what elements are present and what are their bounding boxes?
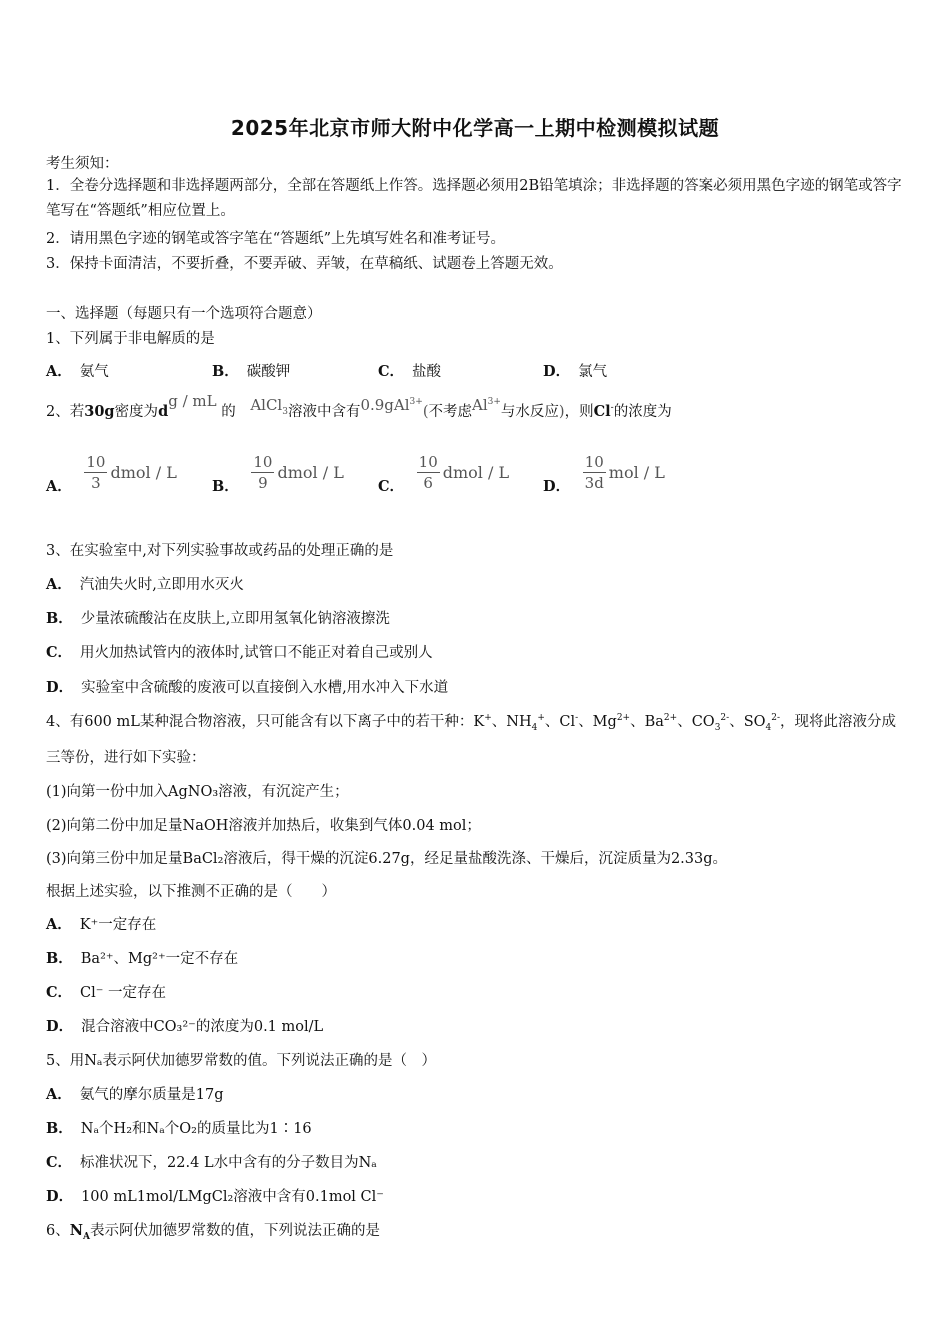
q2-cl-sup: - bbox=[610, 403, 614, 413]
unit: dmol / L bbox=[277, 463, 344, 482]
option-c[interactable] bbox=[378, 360, 441, 381]
denominator: 3 bbox=[91, 474, 101, 492]
q4-stem-c: 、Cl bbox=[544, 714, 576, 730]
option-label: C． bbox=[46, 644, 73, 661]
option-label: A． bbox=[46, 576, 72, 593]
question-4-stem-2: 三等份，进行如下实验： bbox=[46, 750, 206, 766]
option-b[interactable] bbox=[212, 360, 290, 381]
option-a[interactable] bbox=[46, 452, 177, 493]
q6-prefix: 6、 bbox=[46, 1223, 70, 1239]
fraction bbox=[583, 452, 606, 493]
q4-stem-f: 、CO bbox=[677, 714, 715, 730]
q3-option-d[interactable] bbox=[46, 676, 448, 697]
option-d[interactable] bbox=[543, 360, 607, 381]
fraction bbox=[84, 452, 107, 493]
option-text: 盐酸 bbox=[412, 364, 442, 380]
option-text: 碳酸钾 bbox=[246, 364, 291, 380]
numerator: 10 bbox=[86, 453, 106, 471]
numerator: 10 bbox=[418, 453, 438, 471]
q2-alcl3-formula: AlCl bbox=[250, 395, 283, 414]
numerator: 10 bbox=[253, 453, 273, 471]
option-label: B． bbox=[46, 610, 73, 627]
q4-stem-a: 4、有600 mL某种混合物溶液，只可能含有以下离子中的若干种：K bbox=[46, 714, 485, 730]
unit: mol / L bbox=[608, 463, 665, 482]
q2-text-3: 的 bbox=[221, 403, 236, 420]
notice-item-2: 2．请用黑色字迹的钢笔或答字笔在“答题纸”上先填写姓名和准考证号。 bbox=[46, 231, 506, 247]
fraction bbox=[417, 452, 440, 493]
q2-text-6: 与水反应 bbox=[500, 403, 559, 420]
question-4-stem: 4、有600 mL某种混合物溶液，只可能含有以下离子中的若干种：K+、$NH_4^+$、Cl-、$Mg^{2+}$、$Ba^{2+}$、$CO_3^{2-}$、$SO_4^{2-}$，现将此溶液分成 bbox=[46, 713, 897, 733]
denominator: 9 bbox=[258, 474, 268, 492]
q2-mass: 30g bbox=[84, 402, 115, 420]
option-c[interactable] bbox=[378, 452, 509, 493]
option-text: 氨气 bbox=[79, 364, 109, 380]
page-title: 2025年北京市师大附中化学高一上期中检测模拟试题 bbox=[230, 116, 720, 140]
q2-paren-close: ) bbox=[558, 403, 565, 420]
option-label: D． bbox=[46, 1188, 74, 1205]
q4-experiment-1: (1)向第一份中加入AgNO₃溶液，有沉淀产生； bbox=[46, 784, 349, 800]
q2-text-7: ，则 bbox=[564, 403, 594, 420]
option-label: A． bbox=[46, 363, 72, 380]
option-label: A． bbox=[46, 916, 72, 933]
option-label: A． bbox=[46, 477, 72, 495]
q2-cl-formula: Cl bbox=[593, 402, 611, 420]
numerator: 10 bbox=[584, 453, 604, 471]
q2-al-mass bbox=[360, 396, 422, 414]
question-3-stem: 3、在实验室中,对下列实验事故或药品的处理正确的是 bbox=[46, 543, 394, 559]
option-label: C． bbox=[378, 477, 405, 495]
unit: dmol / L bbox=[110, 463, 177, 482]
q5-option-c[interactable] bbox=[46, 1151, 377, 1172]
option-text: Nₐ个H₂和Nₐ个O₂的质量比为1∶16 bbox=[80, 1121, 312, 1137]
option-text: K⁺一定存在 bbox=[79, 917, 157, 933]
option-text: Ba²⁺、Mg²⁺一定不存在 bbox=[80, 951, 239, 967]
option-text: 少量浓硫酸沾在皮肤上,立即用氢氧化钠溶液擦洗 bbox=[80, 611, 390, 627]
q2-al-mass-formula: 0.9gAl bbox=[360, 395, 410, 414]
q3-option-c[interactable] bbox=[46, 641, 433, 662]
q4-option-c[interactable] bbox=[46, 981, 166, 1002]
denominator: 3d bbox=[584, 474, 604, 492]
q4-stem-d: 、Mg bbox=[578, 714, 617, 730]
q2-density-symbol: d bbox=[158, 402, 169, 420]
q4-stem-h: ，现将此溶液分成 bbox=[780, 714, 897, 730]
q6-rest: 表示阿伏加德罗常数的值，下列说法正确的是 bbox=[89, 1223, 380, 1239]
q5-option-d[interactable] bbox=[46, 1185, 384, 1206]
q2-text-5: 不考虑 bbox=[428, 403, 472, 420]
question-6-stem bbox=[46, 1219, 380, 1242]
q2-text-1: 2、若 bbox=[46, 403, 85, 420]
q4-experiment-2: (2)向第二份中加足量NaOH溶液并加热后，收集到气体0.04 mol； bbox=[46, 818, 481, 834]
option-b[interactable] bbox=[212, 452, 344, 493]
option-label: D． bbox=[543, 363, 571, 380]
q4-option-b[interactable] bbox=[46, 947, 238, 968]
question-1-stem: 1、下列属于非电解质的是 bbox=[46, 331, 215, 347]
option-label: D． bbox=[46, 1018, 74, 1035]
q2-alcl3-sub: 3 bbox=[282, 406, 288, 417]
q4-option-a[interactable] bbox=[46, 913, 156, 934]
question-2-stem bbox=[46, 392, 672, 423]
unit: dmol / L bbox=[442, 463, 510, 482]
denominator: 6 bbox=[423, 474, 433, 492]
q4-option-d[interactable] bbox=[46, 1015, 323, 1036]
q2-text-2: 密度为 bbox=[114, 403, 159, 420]
option-text: 实验室中含硫酸的废液可以直接倒入水槽,用水冲入下水道 bbox=[81, 680, 449, 696]
q4-stem-b: 、NH bbox=[491, 714, 532, 730]
q4-question: 根据上述实验，以下推测不正确的是（ ） bbox=[46, 884, 336, 900]
option-text: 氨气的摩尔质量是17g bbox=[79, 1087, 224, 1103]
option-text: 标准状况下，22.4 L水中含有的分子数目为Nₐ bbox=[80, 1155, 377, 1171]
q2-al-ion bbox=[472, 396, 501, 414]
q4-experiment-3: (3)向第三份中加足量BaCl₂溶液后，得干燥的沉淀6.27g，经足量盐酸洗涤、干燥后，沉淀质量为2.33g。 bbox=[46, 851, 728, 867]
q6-na: N bbox=[69, 1222, 83, 1239]
option-label: B． bbox=[46, 950, 73, 967]
q2-al-sup: 3+ bbox=[487, 396, 501, 407]
option-label: C． bbox=[378, 363, 405, 380]
notice-heading: 考生须知： bbox=[46, 156, 119, 172]
q3-option-a[interactable] bbox=[46, 573, 244, 594]
q3-option-b[interactable] bbox=[46, 607, 390, 628]
q4-stem-e: 、Ba bbox=[630, 714, 664, 730]
option-a[interactable] bbox=[46, 360, 109, 381]
option-text: 汽油失火时,立即用水灭火 bbox=[79, 577, 244, 593]
option-text: 混合溶液中CO₃²⁻的浓度为0.1 mol/L bbox=[81, 1019, 324, 1035]
q2-al-mass-sup: 3+ bbox=[409, 396, 423, 407]
q2-text-4: 溶液中含有 bbox=[287, 403, 361, 420]
option-label: B． bbox=[46, 1120, 73, 1137]
q2-text-8: 的浓度为 bbox=[613, 403, 672, 420]
question-5-stem: 5、用Nₐ表示阿伏加德罗常数的值。下列说法正确的是（ ） bbox=[46, 1053, 437, 1069]
option-d[interactable] bbox=[543, 452, 665, 493]
q4-stem-g: 、SO bbox=[729, 714, 766, 730]
option-text: 氯气 bbox=[578, 364, 608, 380]
option-label: C． bbox=[46, 1154, 73, 1171]
notice-item-1: 1．全卷分选择题和非选择题两部分，全部在答题纸上作答。选择题必须用2B铅笔填涂；非选择题的答案必须用黑色字迹的钢笔或答字笔写在“答题纸”相应位置上。 bbox=[46, 178, 902, 219]
q2-paren-open: ( bbox=[422, 403, 429, 420]
option-text: Cl⁻ 一定存在 bbox=[80, 985, 167, 1001]
q2-al-formula: Al bbox=[472, 395, 488, 414]
q5-option-b[interactable] bbox=[46, 1117, 312, 1138]
q2-density-unit: g / mL bbox=[168, 392, 217, 410]
option-label: D． bbox=[543, 477, 571, 495]
option-label: C． bbox=[46, 984, 73, 1001]
option-label: A． bbox=[46, 1086, 72, 1103]
option-label: B． bbox=[212, 477, 239, 495]
q2-alcl3 bbox=[250, 395, 288, 417]
option-text: 100 mL1mol/LMgCl₂溶液中含有0.1mol Cl⁻ bbox=[81, 1189, 384, 1205]
option-text: 用火加热试管内的液体时,试管口不能正对着自己或别人 bbox=[80, 645, 433, 661]
q5-option-a[interactable] bbox=[46, 1083, 224, 1104]
q6-na-sub: A bbox=[83, 1231, 90, 1242]
section-heading: 一、选择题（每题只有一个选项符合题意） bbox=[46, 306, 322, 322]
option-label: D． bbox=[46, 679, 74, 696]
fraction bbox=[251, 452, 274, 493]
notice-item-3: 3．保持卡面清洁，不要折叠，不要弄破、弄皱，在草稿纸、试题卷上答题无效。 bbox=[46, 256, 563, 272]
option-label: B． bbox=[212, 363, 239, 380]
